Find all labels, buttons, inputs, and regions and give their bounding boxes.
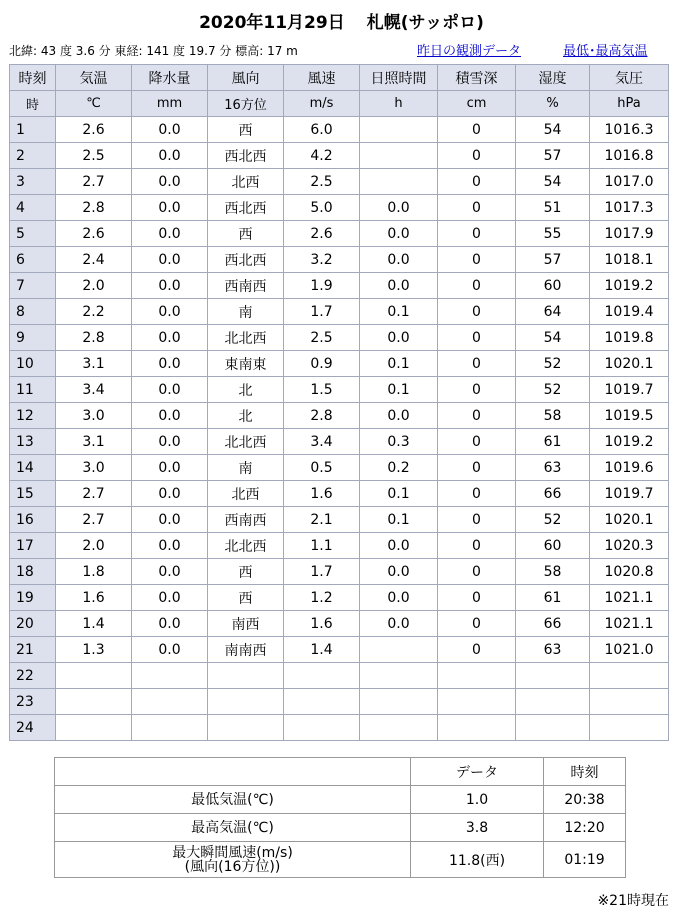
cell-humidity: 63: [516, 637, 590, 663]
cell-precip: 0.0: [132, 403, 208, 429]
cell-humidity: 66: [516, 481, 590, 507]
cell-hour: 22: [10, 663, 56, 689]
cell-wind-dir: 西北西: [208, 143, 284, 169]
min-max-temp-link[interactable]: 最低･最高気温: [563, 44, 648, 59]
cell-sunshine: 0.0: [360, 611, 438, 637]
col-unit-wind-dir: 16方位: [208, 91, 284, 117]
cell-wind-dir: 北: [208, 403, 284, 429]
cell-snow-depth: 0: [438, 533, 516, 559]
cell-pressure: 1020.1: [590, 351, 669, 377]
col-header-wind-dir: 風向: [208, 65, 284, 91]
col-header-hour: 時刻: [10, 65, 56, 91]
cell-pressure: 1016.8: [590, 143, 669, 169]
summary-value: 11.8(西): [411, 842, 544, 878]
cell-sunshine: 0.0: [360, 533, 438, 559]
cell-wind-speed: 2.6: [284, 221, 360, 247]
cell-wind-speed: 2.5: [284, 325, 360, 351]
cell-temp: 2.0: [56, 533, 132, 559]
cell-temp: 2.8: [56, 195, 132, 221]
cell-wind-dir: [208, 663, 284, 689]
cell-precip: 0.0: [132, 585, 208, 611]
cell-wind-dir: 北西: [208, 481, 284, 507]
table-row: [10, 559, 669, 585]
table-row: [10, 273, 669, 299]
cell-wind-speed: [284, 663, 360, 689]
cell-humidity: 54: [516, 117, 590, 143]
cell-snow-depth: 0: [438, 637, 516, 663]
cell-sunshine: [360, 663, 438, 689]
table-row: [10, 169, 669, 195]
cell-wind-speed: 3.4: [284, 429, 360, 455]
cell-wind-dir: 北西: [208, 169, 284, 195]
table-row: [10, 195, 669, 221]
cell-precip: [132, 663, 208, 689]
cell-sunshine: 0.1: [360, 507, 438, 533]
table-row: [10, 637, 669, 663]
cell-snow-depth: 0: [438, 221, 516, 247]
table-row: [10, 481, 669, 507]
cell-temp: 2.5: [56, 143, 132, 169]
cell-precip: 0.0: [132, 221, 208, 247]
cell-wind-speed: 1.2: [284, 585, 360, 611]
table-row: [10, 403, 669, 429]
cell-snow-depth: 0: [438, 273, 516, 299]
cell-wind-dir: 南: [208, 299, 284, 325]
cell-snow-depth: 0: [438, 611, 516, 637]
cell-snow-depth: 0: [438, 169, 516, 195]
cell-hour: 18: [10, 559, 56, 585]
cell-humidity: [516, 663, 590, 689]
title-place: 札幌(サッポロ): [366, 13, 484, 33]
cell-humidity: [516, 689, 590, 715]
col-unit-sunshine: h: [360, 91, 438, 117]
cell-precip: 0.0: [132, 117, 208, 143]
cell-pressure: 1020.8: [590, 559, 669, 585]
cell-wind-dir: 南南西: [208, 637, 284, 663]
table-row: [10, 429, 669, 455]
table-row: [10, 507, 669, 533]
cell-temp: 2.0: [56, 273, 132, 299]
cell-wind-speed: 2.5: [284, 169, 360, 195]
cell-precip: 0.0: [132, 377, 208, 403]
col-unit-snow-depth: cm: [438, 91, 516, 117]
col-header-humidity: 湿度: [516, 65, 590, 91]
cell-temp: 3.4: [56, 377, 132, 403]
station-info: [9, 40, 679, 58]
cell-hour: 10: [10, 351, 56, 377]
cell-temp: 1.8: [56, 559, 132, 585]
cell-pressure: 1020.1: [590, 507, 669, 533]
cell-pressure: [590, 715, 669, 741]
cell-pressure: 1019.2: [590, 429, 669, 455]
cell-precip: 0.0: [132, 299, 208, 325]
cell-pressure: 1019.8: [590, 325, 669, 351]
cell-sunshine: [360, 689, 438, 715]
cell-humidity: 57: [516, 143, 590, 169]
cell-sunshine: 0.0: [360, 195, 438, 221]
cell-precip: 0.0: [132, 195, 208, 221]
cell-precip: [132, 689, 208, 715]
cell-hour: 1: [10, 117, 56, 143]
summary-label: 最大瞬間風速(m/s) (風向(16方位)): [55, 842, 411, 878]
col-unit-humidity: %: [516, 91, 590, 117]
cell-sunshine: 0.0: [360, 325, 438, 351]
cell-pressure: 1017.9: [590, 221, 669, 247]
col-header-wind-speed: 風速: [284, 65, 360, 91]
col-unit-temp: ℃: [56, 91, 132, 117]
cell-precip: 0.0: [132, 611, 208, 637]
cell-wind-speed: 0.9: [284, 351, 360, 377]
cell-hour: 2: [10, 143, 56, 169]
cell-temp: [56, 689, 132, 715]
cell-sunshine: 0.0: [360, 585, 438, 611]
cell-wind-dir: [208, 715, 284, 741]
cell-hour: 4: [10, 195, 56, 221]
summary-header-cell: 時刻: [544, 758, 626, 786]
cell-pressure: 1021.1: [590, 611, 669, 637]
cell-snow-depth: 0: [438, 143, 516, 169]
cell-precip: 0.0: [132, 533, 208, 559]
table-row: [10, 299, 669, 325]
cell-hour: 15: [10, 481, 56, 507]
cell-wind-dir: [208, 689, 284, 715]
cell-wind-speed: 2.1: [284, 507, 360, 533]
col-header-temp: 気温: [56, 65, 132, 91]
col-unit-precip: mm: [132, 91, 208, 117]
cell-humidity: 54: [516, 169, 590, 195]
header-row: [10, 65, 669, 91]
summary-time: 01:19: [544, 842, 626, 878]
cell-wind-speed: 2.8: [284, 403, 360, 429]
table-row: [10, 325, 669, 351]
summary-time: 12:20: [544, 814, 626, 842]
cell-temp: 3.0: [56, 455, 132, 481]
cell-humidity: 51: [516, 195, 590, 221]
footnote: ※21時現在: [597, 893, 669, 909]
cell-wind-speed: [284, 689, 360, 715]
cell-sunshine: 0.1: [360, 299, 438, 325]
cell-wind-dir: 西北西: [208, 195, 284, 221]
cell-sunshine: 0.0: [360, 559, 438, 585]
cell-humidity: [516, 715, 590, 741]
cell-humidity: 55: [516, 221, 590, 247]
cell-wind-speed: 4.2: [284, 143, 360, 169]
table-row: [10, 611, 669, 637]
cell-precip: [132, 715, 208, 741]
cell-precip: 0.0: [132, 429, 208, 455]
cell-hour: 9: [10, 325, 56, 351]
page-title: [0, 8, 683, 33]
cell-hour: 8: [10, 299, 56, 325]
cell-snow-depth: 0: [438, 351, 516, 377]
cell-pressure: 1018.1: [590, 247, 669, 273]
cell-snow-depth: [438, 663, 516, 689]
cell-pressure: 1016.3: [590, 117, 669, 143]
cell-pressure: [590, 689, 669, 715]
cell-humidity: 58: [516, 403, 590, 429]
cell-wind-dir: 北北西: [208, 325, 284, 351]
cell-temp: 2.6: [56, 117, 132, 143]
cell-temp: 2.8: [56, 325, 132, 351]
table-row: [10, 117, 669, 143]
cell-wind-dir: 西: [208, 559, 284, 585]
summary-value: 3.8: [411, 814, 544, 842]
cell-hour: 23: [10, 689, 56, 715]
title-date: 2020年11月29日: [199, 13, 345, 33]
cell-pressure: 1020.3: [590, 533, 669, 559]
cell-hour: 7: [10, 273, 56, 299]
cell-snow-depth: 0: [438, 325, 516, 351]
cell-hour: 14: [10, 455, 56, 481]
cell-pressure: 1019.7: [590, 481, 669, 507]
cell-wind-speed: 1.6: [284, 481, 360, 507]
cell-pressure: 1019.7: [590, 377, 669, 403]
summary-header-row: [55, 758, 626, 786]
col-unit-hour: 時: [10, 91, 56, 117]
cell-precip: 0.0: [132, 455, 208, 481]
cell-precip: 0.0: [132, 507, 208, 533]
cell-snow-depth: 0: [438, 299, 516, 325]
cell-hour: 6: [10, 247, 56, 273]
cell-wind-dir: 西: [208, 221, 284, 247]
cell-temp: 1.3: [56, 637, 132, 663]
cell-temp: 2.2: [56, 299, 132, 325]
summary-row: [55, 814, 626, 842]
summary-table: [54, 757, 626, 878]
units-row: [10, 91, 669, 117]
cell-sunshine: 0.1: [360, 481, 438, 507]
summary-value: 1.0: [411, 786, 544, 814]
col-header-pressure: 気圧: [590, 65, 669, 91]
cell-temp: 2.7: [56, 169, 132, 195]
summary-time: 20:38: [544, 786, 626, 814]
cell-sunshine: [360, 715, 438, 741]
cell-sunshine: [360, 637, 438, 663]
cell-temp: 3.1: [56, 429, 132, 455]
cell-humidity: 61: [516, 585, 590, 611]
table-row: [10, 689, 669, 715]
cell-humidity: 64: [516, 299, 590, 325]
summary-row: [55, 842, 626, 878]
cell-wind-speed: 1.6: [284, 611, 360, 637]
cell-pressure: 1017.3: [590, 195, 669, 221]
cell-wind-speed: 1.7: [284, 559, 360, 585]
cell-wind-speed: 1.9: [284, 273, 360, 299]
summary-row: [55, 786, 626, 814]
cell-wind-speed: 5.0: [284, 195, 360, 221]
cell-temp: [56, 663, 132, 689]
cell-wind-dir: 西: [208, 585, 284, 611]
summary-header-cell: データ: [411, 758, 544, 786]
cell-sunshine: [360, 143, 438, 169]
cell-snow-depth: 0: [438, 403, 516, 429]
cell-humidity: 54: [516, 325, 590, 351]
cell-precip: 0.0: [132, 273, 208, 299]
cell-humidity: 57: [516, 247, 590, 273]
yesterday-data-link[interactable]: 昨日の観測データ: [417, 44, 522, 59]
cell-snow-depth: [438, 689, 516, 715]
table-row: [10, 585, 669, 611]
cell-pressure: 1017.0: [590, 169, 669, 195]
cell-wind-speed: [284, 715, 360, 741]
cell-wind-dir: 西南西: [208, 507, 284, 533]
cell-humidity: 52: [516, 507, 590, 533]
col-header-snow-depth: 積雪深: [438, 65, 516, 91]
cell-snow-depth: 0: [438, 429, 516, 455]
cell-sunshine: 0.2: [360, 455, 438, 481]
table-row: [10, 533, 669, 559]
cell-sunshine: 0.0: [360, 221, 438, 247]
hourly-observation-table: [9, 64, 669, 741]
cell-sunshine: 0.0: [360, 403, 438, 429]
cell-hour: 24: [10, 715, 56, 741]
cell-temp: [56, 715, 132, 741]
cell-temp: 3.0: [56, 403, 132, 429]
cell-wind-dir: 北: [208, 377, 284, 403]
cell-humidity: 52: [516, 377, 590, 403]
cell-sunshine: 0.3: [360, 429, 438, 455]
cell-hour: 11: [10, 377, 56, 403]
cell-hour: 13: [10, 429, 56, 455]
cell-wind-dir: 西南西: [208, 273, 284, 299]
cell-wind-dir: 東南東: [208, 351, 284, 377]
cell-precip: 0.0: [132, 325, 208, 351]
col-header-sunshine: 日照時間: [360, 65, 438, 91]
cell-wind-dir: 南: [208, 455, 284, 481]
cell-precip: 0.0: [132, 351, 208, 377]
cell-pressure: 1021.0: [590, 637, 669, 663]
cell-snow-depth: 0: [438, 377, 516, 403]
cell-temp: 3.1: [56, 351, 132, 377]
cell-wind-speed: 0.5: [284, 455, 360, 481]
cell-snow-depth: 0: [438, 455, 516, 481]
table-row: [10, 247, 669, 273]
cell-humidity: 52: [516, 351, 590, 377]
summary-header-cell: [55, 758, 411, 786]
table-row: [10, 377, 669, 403]
cell-temp: 1.4: [56, 611, 132, 637]
cell-precip: 0.0: [132, 169, 208, 195]
cell-humidity: 58: [516, 559, 590, 585]
cell-temp: 2.4: [56, 247, 132, 273]
cell-temp: 2.7: [56, 481, 132, 507]
cell-snow-depth: 0: [438, 481, 516, 507]
cell-sunshine: 0.1: [360, 377, 438, 403]
cell-sunshine: 0.1: [360, 351, 438, 377]
cell-pressure: 1021.1: [590, 585, 669, 611]
cell-hour: 3: [10, 169, 56, 195]
cell-humidity: 60: [516, 533, 590, 559]
cell-humidity: 63: [516, 455, 590, 481]
cell-wind-dir: 北北西: [208, 533, 284, 559]
cell-wind-speed: 1.4: [284, 637, 360, 663]
cell-snow-depth: 0: [438, 195, 516, 221]
col-unit-pressure: hPa: [590, 91, 669, 117]
cell-sunshine: 0.0: [360, 273, 438, 299]
summary-label: 最低気温(℃): [55, 786, 411, 814]
table-row: [10, 715, 669, 741]
cell-snow-depth: 0: [438, 585, 516, 611]
cell-wind-speed: 3.2: [284, 247, 360, 273]
cell-snow-depth: 0: [438, 559, 516, 585]
cell-hour: 19: [10, 585, 56, 611]
cell-wind-dir: 西: [208, 117, 284, 143]
cell-wind-dir: 南西: [208, 611, 284, 637]
cell-wind-dir: 北北西: [208, 429, 284, 455]
cell-humidity: 60: [516, 273, 590, 299]
cell-pressure: 1019.2: [590, 273, 669, 299]
cell-snow-depth: 0: [438, 117, 516, 143]
col-header-precip: 降水量: [132, 65, 208, 91]
cell-snow-depth: 0: [438, 247, 516, 273]
cell-precip: 0.0: [132, 481, 208, 507]
cell-wind-speed: 6.0: [284, 117, 360, 143]
cell-precip: 0.0: [132, 143, 208, 169]
cell-hour: 16: [10, 507, 56, 533]
table-row: [10, 455, 669, 481]
col-unit-wind-speed: m/s: [284, 91, 360, 117]
cell-pressure: 1019.6: [590, 455, 669, 481]
cell-wind-speed: 1.7: [284, 299, 360, 325]
cell-pressure: 1019.4: [590, 299, 669, 325]
cell-wind-speed: 1.5: [284, 377, 360, 403]
cell-hour: 12: [10, 403, 56, 429]
cell-hour: 21: [10, 637, 56, 663]
cell-sunshine: 0.0: [360, 247, 438, 273]
cell-precip: 0.0: [132, 559, 208, 585]
cell-wind-dir: 西北西: [208, 247, 284, 273]
cell-precip: 0.0: [132, 247, 208, 273]
cell-humidity: 61: [516, 429, 590, 455]
cell-temp: 2.6: [56, 221, 132, 247]
cell-pressure: 1019.5: [590, 403, 669, 429]
cell-sunshine: [360, 169, 438, 195]
cell-temp: 1.6: [56, 585, 132, 611]
cell-snow-depth: 0: [438, 507, 516, 533]
cell-hour: 5: [10, 221, 56, 247]
table-row: [10, 663, 669, 689]
table-body: [10, 117, 669, 741]
table-row: [10, 221, 669, 247]
station-coords: 北緯: 43 度 3.6 分 東経: 141 度 19.7 分 標高: 17 m: [9, 44, 298, 58]
cell-sunshine: [360, 117, 438, 143]
cell-humidity: 66: [516, 611, 590, 637]
cell-precip: 0.0: [132, 637, 208, 663]
cell-pressure: [590, 663, 669, 689]
cell-hour: 17: [10, 533, 56, 559]
table-row: [10, 351, 669, 377]
cell-hour: 20: [10, 611, 56, 637]
summary-label: 最高気温(℃): [55, 814, 411, 842]
cell-temp: 2.7: [56, 507, 132, 533]
table-row: [10, 143, 669, 169]
cell-snow-depth: [438, 715, 516, 741]
cell-wind-speed: 1.1: [284, 533, 360, 559]
